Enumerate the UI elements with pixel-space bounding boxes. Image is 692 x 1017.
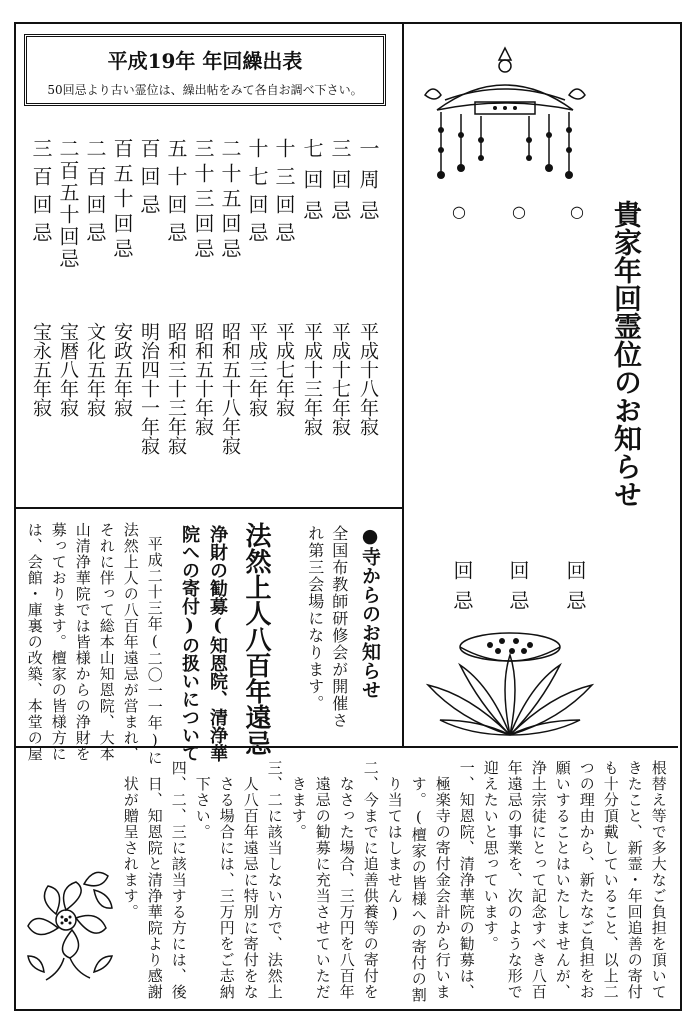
bottom-line-15: 遠忌の勧募に充当させていただ <box>313 776 332 1000</box>
honen-line-1: 平成二十三年(二〇一一年)に <box>145 536 164 766</box>
canopy-illustration <box>415 40 595 190</box>
bottom-line-16: きます。 <box>289 776 308 840</box>
bottom-line-13: 二、今までに追善供養等の寄付を <box>361 760 380 1000</box>
death-year-11: 文化五年寂 <box>84 322 106 417</box>
honen-line-2: 法然上人の八百年遠忌が営まれ、 <box>121 522 140 762</box>
anniversary-12: 二百五十回忌 <box>56 138 80 270</box>
bottom-line-14: なさった場合、三万円を八百年 <box>337 776 356 1000</box>
honen-subheading-1: 浄財の勧募(知恩院、清浄華 <box>207 525 228 762</box>
bottom-line-21: 四、二、三に該当する方には、後 <box>169 760 188 1000</box>
death-year-1: 平成十八年寂 <box>357 322 379 436</box>
anniversary-11: 二百回忌 <box>83 138 107 250</box>
kai-label-2: 回忌 <box>506 560 530 620</box>
anniversary-1: 一周忌 <box>356 138 380 231</box>
page-title: 平成19年 年回繰出表 <box>107 49 303 73</box>
anniversary-5: 十七回忌 <box>245 138 269 250</box>
anniversary-4: 十三回忌 <box>272 138 296 250</box>
bottom-line-18: 人八百年遠忌に特別に寄付をな <box>241 776 260 1000</box>
honen-line-4: 山清浄華院では皆様からの浄財を <box>73 522 92 762</box>
bottom-line-12: り当てはしません) <box>385 776 404 923</box>
anniversary-10: 百五十回忌 <box>110 138 134 263</box>
notice-title: 貴家年回霊位のお知らせ <box>610 200 643 508</box>
death-year-10: 安政五年寂 <box>111 322 133 417</box>
bottom-line-19: さる場合には、三万円をご志納 <box>217 776 236 1000</box>
death-year-3: 平成十三年寂 <box>301 322 323 436</box>
circle-mark-1: ○ <box>452 202 466 221</box>
death-year-13: 宝永五年寂 <box>30 322 52 417</box>
anniversary-6: 二十五回忌 <box>218 138 242 263</box>
bottom-line-20: 下さい。 <box>193 776 212 840</box>
death-year-5: 平成三年寂 <box>246 322 268 417</box>
bottom-line-1: 根替え等で多大なご負担を頂いて <box>649 760 668 1000</box>
death-year-7: 昭和五十年寂 <box>192 322 214 436</box>
bottom-line-3: も十分頂戴していること、以上二 <box>601 760 620 1000</box>
temple-notice-line-1: 全国布教師研修会が開催さ <box>329 525 349 729</box>
kai-label-1: 回忌 <box>563 560 587 620</box>
bottom-line-7: 年遠忌の事業を、次のような形で <box>505 760 524 1000</box>
temple-notice-line-2: れ第三会場になります。 <box>305 525 325 712</box>
bottom-line-4: つの理由から、新たなご負担をお <box>577 760 596 1000</box>
bottom-line-9: 一、知恩院、清浄華院の勧募は、 <box>457 760 476 1000</box>
divider-vertical <box>402 22 404 746</box>
anniversary-2: 三回忌 <box>328 138 352 231</box>
honen-line-6: は、会館・庫裏の改築、本堂の屋 <box>25 522 44 762</box>
title-box <box>24 34 386 106</box>
circle-mark-2: ○ <box>512 202 526 221</box>
anniversary-3: 七回忌 <box>300 138 324 231</box>
bottom-line-2: きたこと、新霊・年回追善の寄付 <box>625 760 644 1000</box>
bottom-line-11: す。(檀家の皆様への寄付の割 <box>409 776 428 1003</box>
page-subtitle: 50回忌より古い霊位は、繰出帖をみて各自お調べ下さい。 <box>47 83 363 97</box>
death-year-12: 宝暦八年寂 <box>57 322 79 417</box>
bottom-line-6: 浄土宗徒にとって記念すべき八百 <box>529 760 548 1000</box>
temple-notice-heading: ●寺からのお知らせ <box>359 525 381 699</box>
flower-illustration <box>24 860 124 990</box>
bottom-line-8: 迎えたいと思っています。 <box>481 760 500 952</box>
honen-line-3: それに伴って総本山知恩院、大本 <box>97 522 116 762</box>
lotus-illustration <box>420 625 600 740</box>
anniversary-7: 三十三回忌 <box>191 138 215 263</box>
divider-left <box>14 507 404 509</box>
circle-mark-3: ○ <box>570 202 584 221</box>
bottom-line-5: 願いすることはいたしませんが、 <box>553 760 572 1000</box>
anniversary-8: 五十回忌 <box>164 138 188 250</box>
death-year-9: 明治四十一年寂 <box>138 322 160 455</box>
death-year-8: 昭和三十三年寂 <box>165 322 187 455</box>
bottom-line-10: 極楽寺の寄付金会計から行いま <box>433 776 452 1000</box>
honen-line-5: 募っております。檀家の皆様方に <box>49 522 68 762</box>
kai-label-3: 回忌 <box>450 560 474 620</box>
death-year-4: 平成七年寂 <box>273 322 295 417</box>
death-year-2: 平成十七年寂 <box>329 322 351 436</box>
anniversary-13: 三百回忌 <box>29 138 53 250</box>
honen-subheading-2: 院への寄付)の扱いについて <box>179 525 200 762</box>
anniversary-9: 百回忌 <box>137 138 161 222</box>
death-year-6: 昭和五十八年寂 <box>219 322 241 455</box>
honen-heading: 法然上人八百年遠忌 <box>241 522 271 756</box>
bottom-line-17: 三、二に該当しない方で、法然上 <box>265 760 284 1000</box>
bottom-line-23: 状が贈呈されます。 <box>121 776 140 920</box>
bottom-line-22: 日、知恩院と清浄華院より感謝 <box>145 776 164 1000</box>
